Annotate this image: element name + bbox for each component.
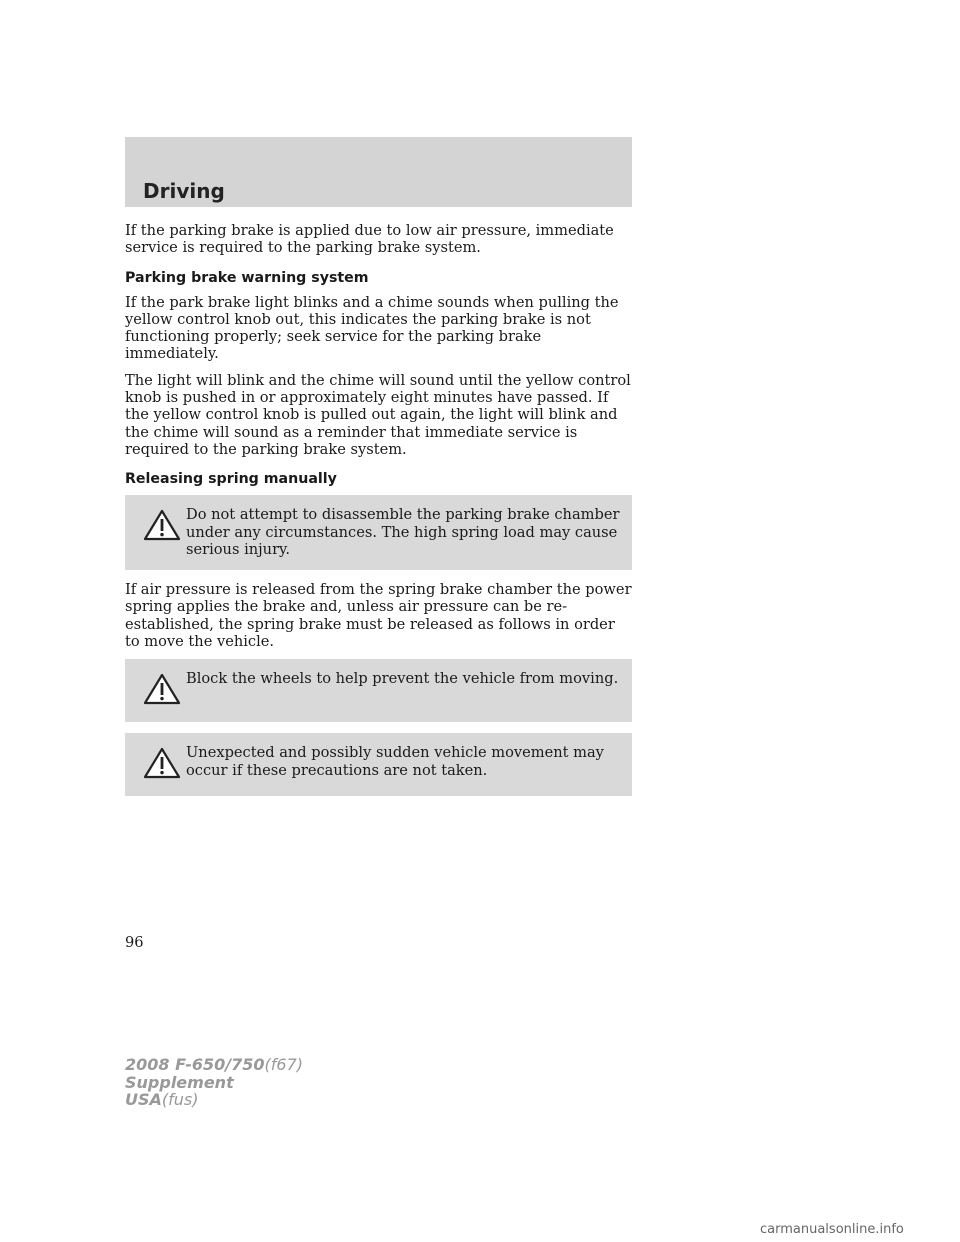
paragraph: If air pressure is released from the spring brake chamber the power spring applies the brake and, unless air pressure can be re-established, the spring brake must be released as follows in order to move the vehicle. xyxy=(125,581,632,651)
watermark: carmanualsonline.info xyxy=(760,1222,904,1237)
footer-supplement: Supplement xyxy=(125,1072,234,1092)
footer-line-2 xyxy=(125,1074,303,1092)
footer-model: 2008 F-650/750 xyxy=(125,1055,265,1074)
footer-market: USA xyxy=(125,1090,162,1109)
warning-box xyxy=(125,733,632,796)
warning-triangle-icon xyxy=(142,672,182,706)
warning-text: Unexpected and possibly sudden vehicle movement may occur if these precautions are not taken. xyxy=(186,744,604,779)
page-content xyxy=(125,222,632,807)
warning-text: Block the wheels to help prevent the vehicle from moving. xyxy=(186,670,619,688)
warning-box xyxy=(125,495,632,570)
warning-triangle-icon xyxy=(142,508,182,542)
section-header-band xyxy=(125,137,632,207)
footer-line-1 xyxy=(125,1056,303,1074)
paragraph: If the parking brake is applied due to low air pressure, immediate service is required to the parking brake system. xyxy=(125,222,614,257)
section-title: Driving xyxy=(143,179,225,203)
footer-model-code: (f67) xyxy=(264,1055,303,1074)
subheading: Releasing spring manually xyxy=(125,471,337,488)
footer-line-3 xyxy=(125,1091,303,1109)
paragraph: If the park brake light blinks and a chime sounds when pulling the yellow control knob out, this indicates the parking brake is not functioning properly; seek service for the parking brake immediately. xyxy=(125,293,619,363)
warning-text: Do not attempt to disassemble the parking brake chamber under any circumstances. The high spring load may cause serious injury. xyxy=(186,506,620,558)
warning-triangle-icon xyxy=(142,746,182,780)
warning-box xyxy=(125,659,632,722)
subheading: Parking brake warning system xyxy=(125,269,369,286)
paragraph: The light will blink and the chime will sound until the yellow control knob is pushed in or approximately eight minutes have passed. If the yellow control knob is pulled out again, the light will blink and the chime will sound as a reminder that immediate service is required to the parking brake system. xyxy=(125,371,631,458)
page-number: 96 xyxy=(125,934,144,951)
footer-market-code: (fus) xyxy=(161,1090,199,1109)
document-footer xyxy=(125,1056,303,1109)
